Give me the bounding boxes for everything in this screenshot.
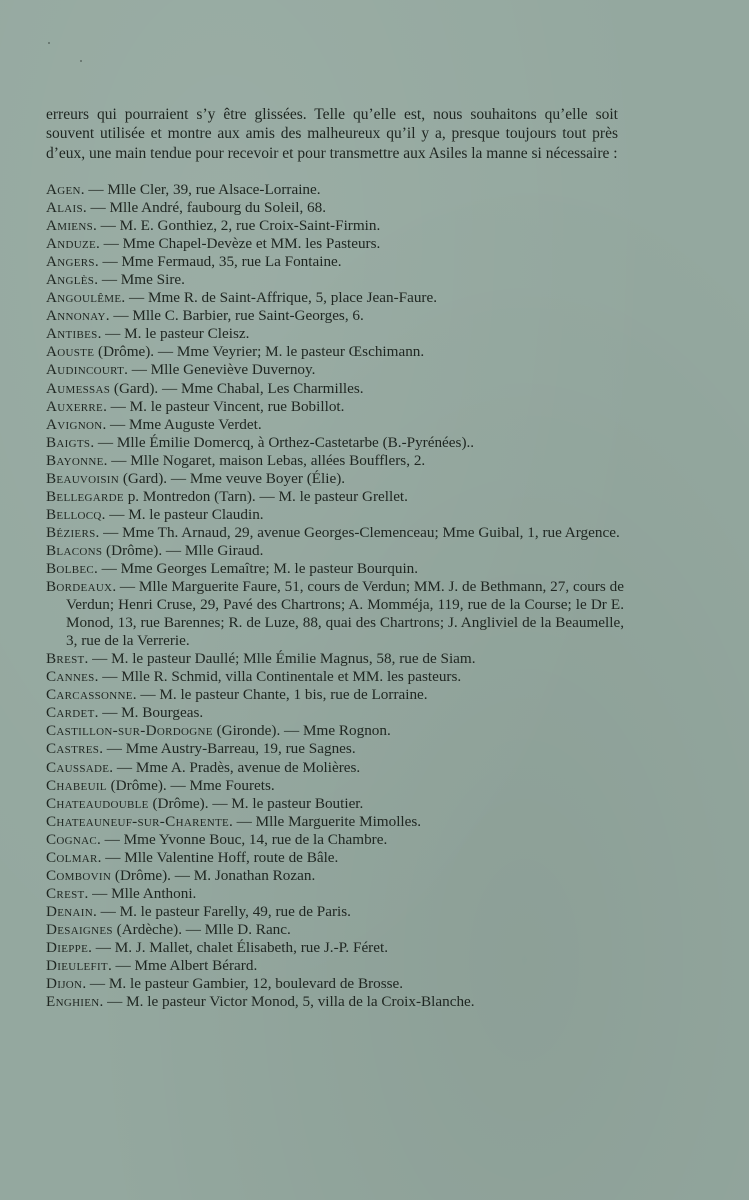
list-entry: Angoulême. — Mme R. de Saint-Affrique, 5, place Jean-Faure. (46, 289, 438, 307)
entry-text: — Mlle Anthoni. (92, 884, 197, 902)
list-entry: Angers. — Mme Fermaud, 35, rue La Fontaine. (46, 253, 342, 271)
city-name: Caussade (46, 758, 110, 776)
list-entry (46, 795, 624, 813)
entry-text: — Mme Albert Bérard. (115, 957, 258, 975)
city-name: Colmar (46, 848, 98, 866)
entry-text: — M. J. Mallet, chalet Élisabeth, rue J.-P. Féret. (95, 938, 389, 956)
list-entry (46, 380, 624, 398)
city-name: Audincourt (46, 361, 125, 379)
entry-text: (Gironde). — Mme Rognon. (216, 722, 391, 740)
entry-text: — Mme Auguste Verdet. (110, 415, 262, 433)
city-name: Brest (46, 650, 85, 668)
entry-text: — M. le pasteur Vincent, rue Bobillot. (110, 397, 345, 415)
city-name: Annonay (46, 307, 106, 325)
list-entry (46, 343, 624, 361)
city-name: Desaignes (46, 920, 113, 938)
city-name: Bellegarde (46, 487, 124, 505)
list-entry: Avignon. — Mme Auguste Verdet. (46, 415, 262, 433)
city-name: Alais (46, 199, 83, 217)
city-name: Bolbec (46, 559, 94, 577)
entry-text: — Mlle Cler, 39, rue Alsace-Lorraine. (88, 181, 321, 198)
list-entry: Carcassonne. — M. le pasteur Chante, 1 bis, rue de Lorraine. (46, 686, 428, 704)
entry-text: — Mme R. de Saint-Affrique, 5, place Jean-Faure. (128, 289, 438, 307)
entry-text: — Mlle Geneviève Duvernoy. (131, 361, 316, 379)
entry-text: — Mme Austry-Barreau, 19, rue Sagnes. (106, 740, 356, 758)
entry-text: (Drôme). — Mme Fourets. (110, 776, 275, 794)
city-name: Dieppe (46, 938, 89, 956)
list-entry: Dieppe. — M. J. Mallet, chalet Élisabeth, rue J.-P. Féret. (46, 938, 389, 956)
entry-text: (Drôme). — Mme Veyrier; M. le pasteur Œschimann. (98, 343, 425, 361)
city-name: Bayonne (46, 451, 104, 469)
city-name: Aumessas (46, 379, 111, 397)
list-entry: Caussade. — Mme A. Pradès, avenue de Molières. (46, 758, 361, 776)
entry-text: — M. le pasteur Farelly, 49, rue de Paris. (100, 902, 351, 920)
list-entry: Castres. — Mme Austry-Barreau, 19, rue Sagnes. (46, 740, 356, 758)
correspondent-list (46, 181, 624, 1011)
entry-text: — M. le pasteur Claudin. (109, 505, 264, 523)
city-name: Crest (46, 884, 85, 902)
entry-text: — M. le pasteur Gambier, 12, boulevard de Brosse. (89, 975, 404, 993)
entry-text: (Drôme). — Mlle Giraud. (106, 541, 264, 559)
list-entry: Bellocq. — M. le pasteur Claudin. (46, 505, 264, 523)
city-name: Aouste (46, 343, 95, 361)
city-name: Béziers (46, 523, 96, 541)
entry-text: — Mlle Émilie Domercq, à Orthez-Castetarbe (B.-Pyrénées).. (97, 433, 475, 451)
entry-text: — Mme Fermaud, 35, rue La Fontaine. (102, 253, 342, 271)
list-entry (46, 777, 624, 795)
city-name: Avignon (46, 415, 103, 433)
entry-text: — Mlle Marguerite Mimolles. (236, 812, 422, 830)
entry-text: — Mme Sire. (101, 271, 185, 289)
entry-text: — M. le pasteur Victor Monod, 5, villa de la Croix-Blanche. (107, 993, 475, 1011)
city-name: Anduze (46, 235, 97, 253)
entry-text: — Mlle André, faubourg du Soleil, 68. (90, 199, 327, 217)
list-entry: Agen. — Mlle Cler, 39, rue Alsace-Lorraine. (46, 181, 321, 198)
list-entry: Colmar. — Mlle Valentine Hoff, route de Bâle. (46, 848, 339, 866)
list-entry: Cannes. — Mlle R. Schmid, villa Continentale et MM. les pasteurs. (46, 668, 462, 686)
city-name: Cardet (46, 704, 95, 722)
list-entry: Amiens. — M. E. Gonthiez, 2, rue Croix-Saint-Firmin. (46, 217, 381, 235)
city-name: Angoulême (46, 289, 122, 307)
city-name: Enghien (46, 993, 100, 1011)
city-name: Chateaudouble (46, 794, 149, 812)
list-entry: Dieulefit. — Mme Albert Bérard. (46, 957, 258, 975)
list-entry: Crest. — Mlle Anthoni. (46, 884, 197, 902)
city-name: Blacons (46, 541, 103, 559)
list-entry: Anduze. — Mme Chapel-Devèze et MM. les Pasteurs. (46, 235, 381, 253)
entry-text: — Mme Chapel-Devèze et MM. les Pasteurs. (103, 235, 381, 253)
city-name: Chabeuil (46, 776, 107, 794)
city-name: Dijon (46, 975, 83, 993)
list-entry: Brest. — M. le pasteur Daullé; Mlle Émilie Magnus, 58, rue de Siam. (46, 650, 476, 668)
list-entry: Bayonne. — Mlle Nogaret, maison Lebas, allées Boufflers, 2. (46, 451, 426, 469)
paper-speck (80, 60, 82, 62)
entry-text: p. Montredon (Tarn). — M. le pasteur Grellet. (127, 487, 408, 505)
entry-text: — Mme Th. Arnaud, 29, avenue Georges-Clemenceau; Mme Guibal, 1, rue Argence. (103, 523, 620, 541)
list-entry (46, 722, 624, 740)
list-entry (46, 470, 624, 488)
city-name: Anglès (46, 271, 95, 289)
entry-text: — M. le pasteur Daullé; Mlle Émilie Magnus, 58, rue de Siam. (92, 650, 476, 668)
list-entry: Bolbec. — Mme Georges Lemaître; M. le pasteur Bourquin. (46, 559, 419, 577)
entry-text: — Mme Georges Lemaître; M. le pasteur Bourquin. (101, 559, 419, 577)
list-entry: Denain. — M. le pasteur Farelly, 49, rue de Paris. (46, 902, 351, 920)
entry-text: (Ardèche). — Mlle D. Ranc. (116, 920, 291, 938)
list-entry: Dijon. — M. le pasteur Gambier, 12, boulevard de Brosse. (46, 975, 404, 993)
entry-text: — M. Bourgeas. (102, 704, 204, 722)
paper-speck (48, 42, 50, 44)
entry-text: — M. E. Gonthiez, 2, rue Croix-Saint-Firmin. (100, 217, 381, 235)
list-entry: Audincourt. — Mlle Geneviève Duvernoy. (46, 361, 316, 379)
list-entry: Anglès. — Mme Sire. (46, 271, 185, 289)
list-entry: Annonay. — Mlle C. Barbier, rue Saint-Georges, 6. (46, 307, 364, 325)
list-entry: Antibes. — M. le pasteur Cleisz. (46, 325, 250, 343)
entry-text: — Mlle R. Schmid, villa Continentale et MM. les pasteurs. (102, 668, 462, 686)
city-name: Dieulefit (46, 957, 108, 975)
list-entry: Béziers. — Mme Th. Arnaud, 29, avenue Georges-Clemenceau; Mme Guibal, 1, rue Argence. (46, 523, 620, 541)
entry-text: (Drôme). — M. Jonathan Rozan. (114, 866, 316, 884)
intro-paragraph: erreurs qui pourraient s’y être glissées. Telle qu’elle est, nous souhaitons qu’elle soit souvent utilisée et montre aux amis des malheureux qu’il y a, presque toujours tout près d’eux, une main tendue pour recevoir et pour transmettre aux Asiles la manne si nécessaire : (46, 105, 618, 162)
entry-text: — Mme A. Pradès, avenue de Molières. (116, 758, 361, 776)
city-name: Auxerre (46, 397, 104, 415)
city-name: Carcassonne (46, 686, 133, 704)
city-name: Chateauneuf-sur-Charente (46, 812, 230, 830)
list-entry (46, 542, 624, 560)
list-entry: Auxerre. — M. le pasteur Vincent, rue Bobillot. (46, 397, 345, 415)
city-name: Cognac (46, 830, 98, 848)
entry-text: (Gard). — Mme veuve Boyer (Élie). (122, 469, 346, 487)
city-name: Bordeaux (46, 578, 113, 596)
entry-text: (Gard). — Mme Chabal, Les Charmilles. (113, 379, 364, 397)
city-name: Baigts (46, 433, 91, 451)
city-name: Beauvoisin (46, 469, 120, 487)
list-entry (46, 921, 624, 939)
list-entry: Chateauneuf-sur-Charente. — Mlle Marguerite Mimolles. (46, 812, 422, 830)
entry-text: — Mlle Marguerite Faure, 51, cours de Verdun; MM. J. de Bethmann, 27, cours de Verdun; Henri Cruse, 29, Pavé des Chartrons; A. Momméja, 119, rue de la Course; le Dr E. Monod, 13, rue Barennes; R. de Luze, 88, quai des Chartrons; J. Angliviel de la Beaumelle, 3, rue de la Verrerie. (66, 578, 624, 650)
city-name: Combovin (46, 866, 112, 884)
city-name: Cannes (46, 668, 95, 686)
entry-text: — M. le pasteur Chante, 1 bis, rue de Lorraine. (140, 686, 428, 704)
list-entry: Cognac. — Mme Yvonne Bouc, 14, rue de la Chambre. (46, 830, 388, 848)
list-entry: Enghien. — M. le pasteur Victor Monod, 5, villa de la Croix-Blanche. (46, 993, 475, 1011)
list-entry: Baigts. — Mlle Émilie Domercq, à Orthez-Castetarbe (B.-Pyrénées).. (46, 433, 475, 451)
city-name: Agen (46, 181, 81, 198)
city-name: Castres (46, 740, 100, 758)
list-entry (46, 488, 624, 506)
list-entry: Bordeaux. — Mlle Marguerite Faure, 51, cours de Verdun; MM. J. de Bethmann, 27, cours de Verdun; Henri Cruse, 29, Pavé des Chartrons; A. Momméja, 119, rue de la Course; le Dr E. Monod, 13, rue Barennes; R. de Luze, 88, quai des Chartrons; J. Angliviel de la Beaumelle, 3, rue de la Verrerie. (46, 578, 624, 650)
entry-text: — Mme Yvonne Bouc, 14, rue de la Chambre. (104, 830, 388, 848)
entry-text: (Drôme). — M. le pasteur Boutier. (152, 794, 364, 812)
list-entry (46, 867, 624, 885)
city-name: Denain (46, 902, 93, 920)
entry-text: — Mlle Valentine Hoff, route de Bâle. (105, 848, 339, 866)
city-name: Antibes (46, 325, 98, 343)
city-name: Amiens (46, 217, 93, 235)
list-entry: Cardet. — M. Bourgeas. (46, 704, 204, 722)
city-name: Bellocq (46, 505, 102, 523)
list-entry: Alais. — Mlle André, faubourg du Soleil, 68. (46, 199, 327, 217)
city-name: Castillon-sur-Dordogne (46, 722, 213, 740)
city-name: Angers (46, 253, 95, 271)
entry-text: — Mlle C. Barbier, rue Saint-Georges, 6. (113, 307, 364, 325)
entry-text: — M. le pasteur Cleisz. (105, 325, 250, 343)
entry-text: — Mlle Nogaret, maison Lebas, allées Boufflers, 2. (111, 451, 426, 469)
